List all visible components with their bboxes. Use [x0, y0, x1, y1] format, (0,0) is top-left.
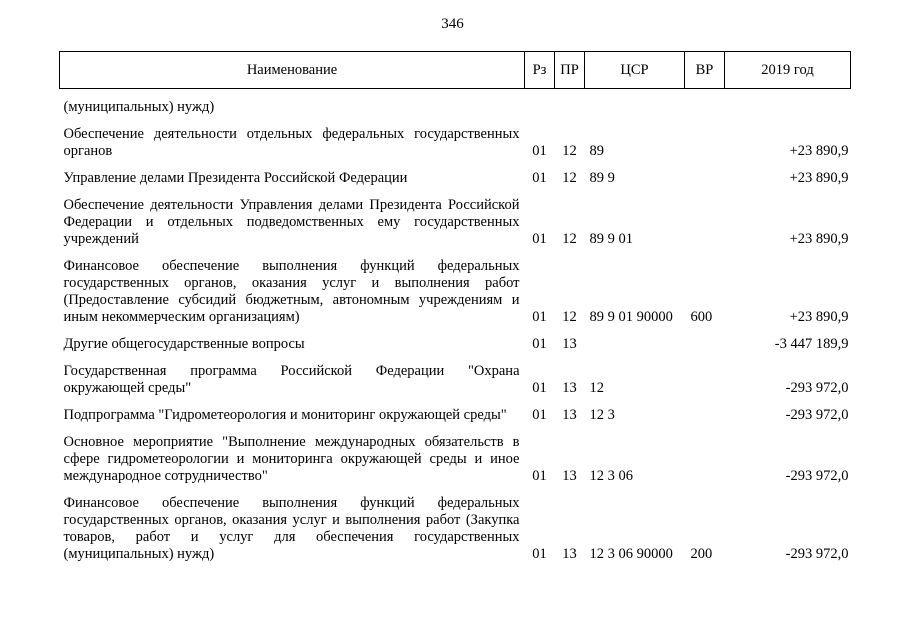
row-amount — [725, 89, 851, 117]
header-rz: Рз — [525, 52, 555, 89]
row-vr — [685, 353, 725, 397]
row-csr: 12 — [589, 380, 604, 396]
row-vr — [685, 397, 725, 424]
row-amount: -293 972,0 — [785, 546, 849, 562]
row-csr: 12 3 06 90000 — [589, 546, 673, 562]
row-pr — [555, 89, 585, 117]
row-vr — [685, 424, 725, 485]
header-name: Наименование — [60, 52, 525, 89]
row-amount: +23 890,9 — [789, 170, 849, 186]
row-pr: 12 — [562, 143, 577, 159]
row-csr: 89 9 — [589, 170, 615, 186]
table-row — [60, 353, 851, 397]
row-rz: 01 — [532, 407, 547, 423]
row-amount: +23 890,9 — [789, 309, 849, 325]
row-rz — [525, 89, 555, 117]
table-row — [60, 187, 851, 248]
table-row — [60, 485, 851, 563]
table-row — [60, 89, 851, 117]
row-rz: 01 — [532, 468, 547, 484]
row-csr — [585, 326, 685, 353]
row-amount: -293 972,0 — [785, 380, 849, 396]
row-rz: 01 — [532, 336, 547, 352]
header-year: 2019 год — [725, 52, 851, 89]
row-rz: 01 — [532, 231, 547, 247]
table-row — [60, 326, 851, 353]
row-name: Обеспечение деятельности отдельных федеральных государственных органов — [63, 126, 520, 159]
budget-table — [59, 51, 851, 563]
row-amount: -293 972,0 — [785, 407, 849, 423]
row-pr: 13 — [562, 546, 577, 562]
row-pr: 13 — [562, 407, 577, 423]
row-rz: 01 — [532, 380, 547, 396]
row-vr: 600 — [690, 309, 713, 325]
row-amount: -3 447 189,9 — [774, 336, 849, 352]
header-csr: ЦСР — [585, 52, 685, 89]
row-name: Государственная программа Российской Федерации "Охрана окружающей среды" — [63, 363, 520, 396]
row-csr — [585, 89, 685, 117]
row-pr: 13 — [562, 336, 577, 352]
row-csr: 12 3 06 — [589, 468, 633, 484]
row-name: Основное мероприятие "Выполнение международных обязательств в сфере гидрометеорологии и мониторинга окружающей среды и иное международное сотрудничество" — [63, 434, 520, 484]
row-pr: 13 — [562, 380, 577, 396]
row-vr — [685, 187, 725, 248]
page-number: 346 — [441, 16, 464, 32]
row-name: Финансовое обеспечение выполнения функций федеральных государственных органов, оказания услуг и выполнения работ (Закупка товаров, работ и услуг для обеспечения государственных (муниципальных) нужд) — [63, 495, 520, 562]
row-pr: 12 — [562, 170, 577, 186]
table-row — [60, 160, 851, 187]
row-pr: 12 — [562, 309, 577, 325]
table-row — [60, 248, 851, 326]
table-row — [60, 397, 851, 424]
row-rz: 01 — [532, 309, 547, 325]
row-vr: 200 — [690, 546, 713, 562]
row-csr: 12 3 — [589, 407, 615, 423]
row-vr — [685, 160, 725, 187]
row-name: Финансовое обеспечение выполнения функций федеральных государственных органов, оказания услуг и выполнения работ (Предоставление субсидий бюджетным, автономным учреждениям и иным некоммерческим организациям) — [63, 258, 520, 325]
table-row — [60, 116, 851, 160]
row-name: Обеспечение деятельности Управления делами Президента Российской Федерации и отдельных подведомственных ему государственных учреждений — [63, 197, 520, 247]
row-vr — [685, 89, 725, 117]
row-name: Управление делами Президента Российской Федерации — [63, 170, 408, 186]
row-name: Другие общегосударственные вопросы — [63, 336, 305, 352]
row-pr: 12 — [562, 231, 577, 247]
row-vr — [685, 116, 725, 160]
row-name: (муниципальных) нужд) — [63, 99, 215, 115]
row-amount: +23 890,9 — [789, 143, 849, 159]
row-name: Подпрограмма "Гидрометеорология и мониторинг окружающей среды" — [63, 407, 507, 423]
row-amount: +23 890,9 — [789, 231, 849, 247]
table-header-row — [60, 52, 851, 89]
table-row — [60, 424, 851, 485]
row-vr — [685, 326, 725, 353]
row-csr: 89 — [589, 143, 604, 159]
row-amount: -293 972,0 — [785, 468, 849, 484]
row-rz: 01 — [532, 143, 547, 159]
row-pr: 13 — [562, 468, 577, 484]
row-csr: 89 9 01 90000 — [589, 309, 673, 325]
row-csr: 89 9 01 — [589, 231, 633, 247]
header-vr: ВР — [685, 52, 725, 89]
row-rz: 01 — [532, 170, 547, 186]
header-pr: ПР — [555, 52, 585, 89]
row-rz: 01 — [532, 546, 547, 562]
